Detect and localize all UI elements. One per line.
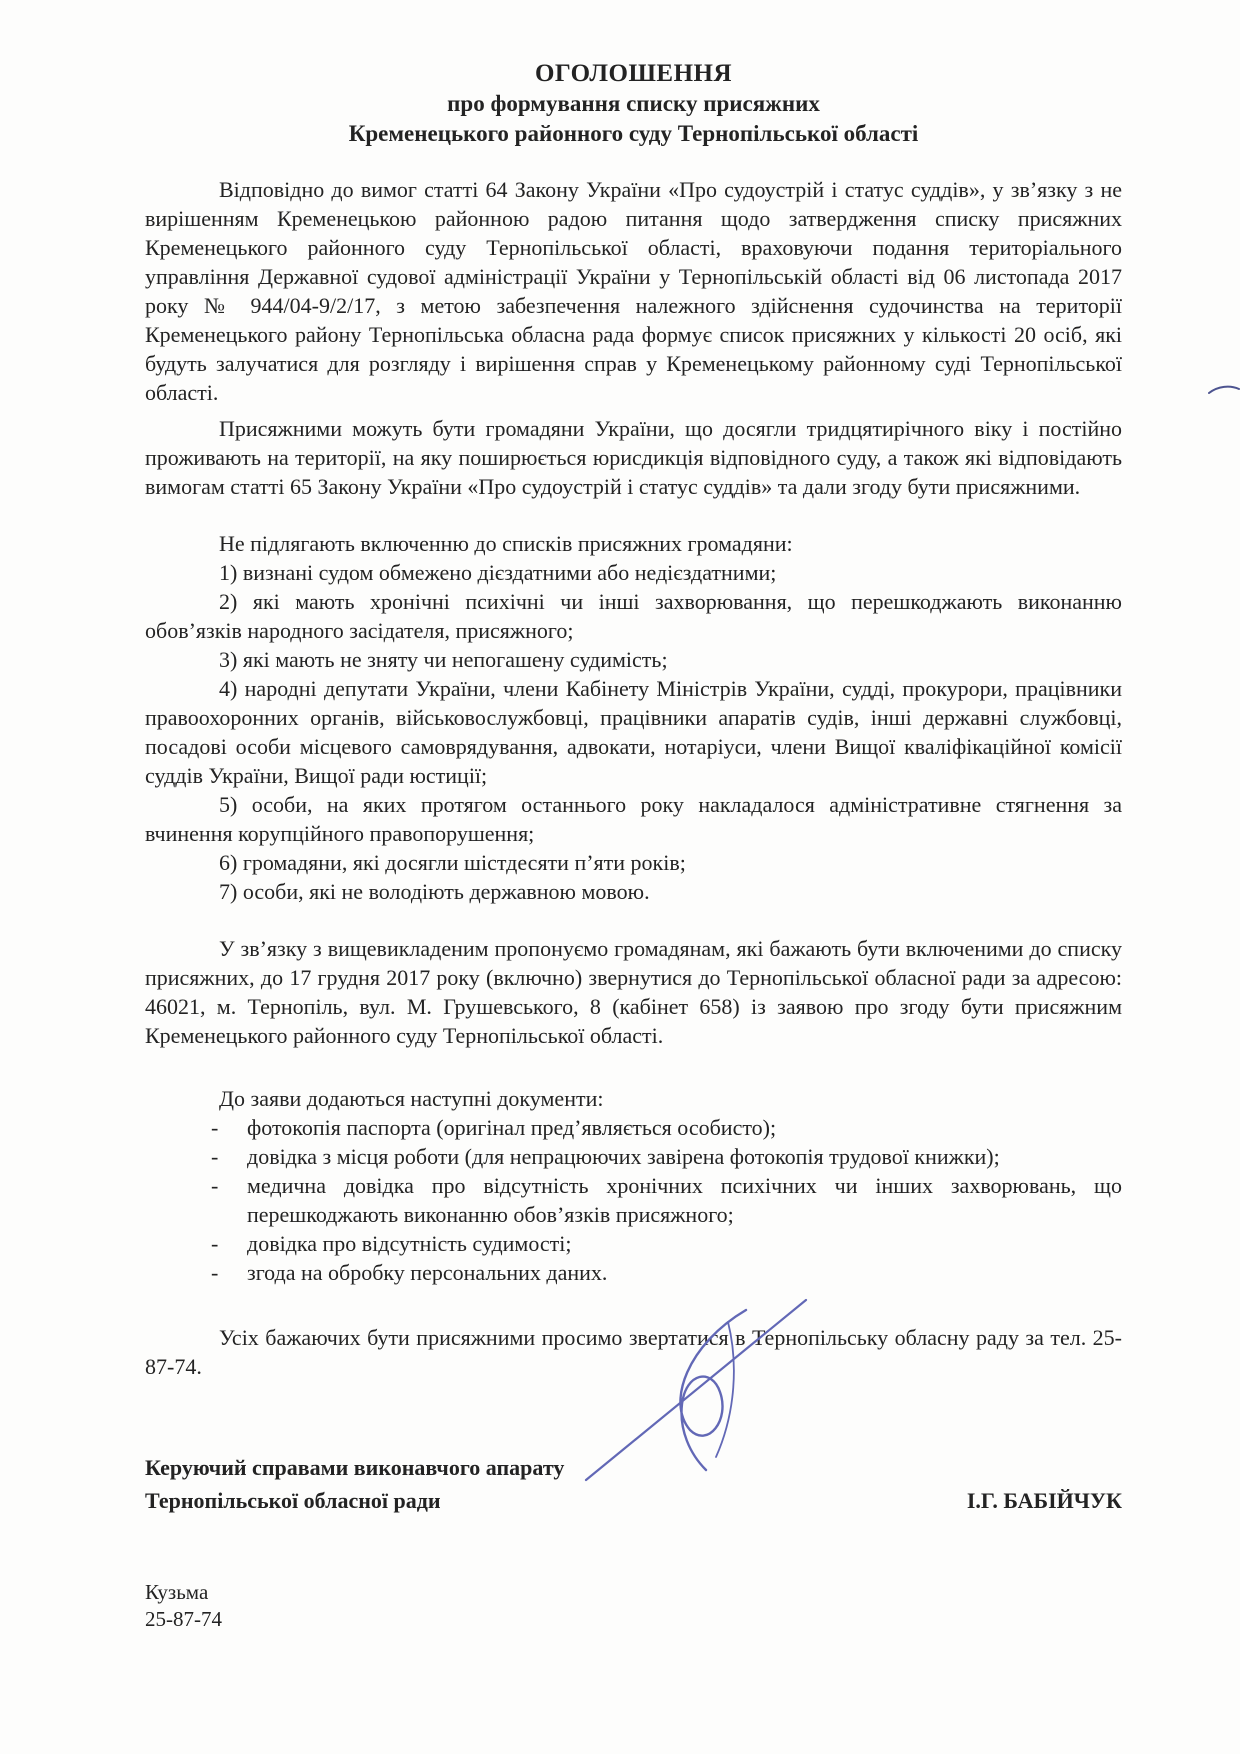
list-item [145,1142,1122,1171]
signatory-name: І.Г. БАБІЙЧУК [966,1488,1122,1513]
dash-marker: - [211,1173,219,1198]
paragraph-application: У зв’язку з вищевикладеним пропонуємо громадянам, які бажають бути включеними до списку присяжних, до 17 грудня 2017 року (включно) звернутися до Тернопільської обласної ради за адресою: 46021, м. Тернопіль, вул. М. Грушевського, 8 (кабінет 658) із заявою про згоду бути присяжним Кременецького районного суду Тернопільської області. [145,936,1122,1048]
paragraph-closing: Усіх бажаючих бути присяжними просимо звертатися в Тернопільську обласну раду за тел. 25-87-74. [145,1325,1122,1379]
dash-marker: - [211,1144,219,1169]
document-item-medical-certificate: медична довідка про відсутність хронічних психічних чи інших захворювань, що перешкоджають виконанню обов’язків присяжного; [247,1173,1122,1227]
paragraph-exclusions-intro: Не підлягають включенню до списків присяжних громадяни: [219,531,793,556]
list-item [145,1258,1122,1287]
document-item-passport: фотокопія паспорта (оригінал пред’являється особисто); [247,1115,777,1140]
required-documents-list [145,1113,1122,1287]
pen-mark [1208,382,1240,398]
list-item [145,1171,1122,1229]
exclusion-item-3: 3) які мають не зняту чи непогашену судимість; [219,647,668,672]
list-item [145,1229,1122,1258]
dash-marker: - [211,1231,219,1256]
document-item-data-consent: згода на обробку персональних даних. [247,1260,608,1285]
list-item [145,1113,1122,1142]
dash-marker: - [211,1115,219,1140]
signature-block [145,1451,1122,1517]
title-court: Кременецького районного суду Тернопільської області [348,121,919,146]
dash-marker: - [211,1260,219,1285]
paragraph-documents-intro: До заяви додаються наступні документи: [219,1086,604,1111]
exclusion-item-2: 2) які мають хронічні психічні чи інші захворювання, що перешкоджають виконанню обов’язків народного засідателя, присяжного; [145,589,1122,643]
paragraph-eligibility: Присяжними можуть бути громадяни України, що досягли тридцятирічного віку і постійно проживають на території, на яку поширюється юрисдикція відповідного суду, а також які відповідають вимогам статті 65 Закону України «Про судоустрій і статус суддів» та дали згоду бути присяжними. [145,416,1122,499]
exclusion-item-4: 4) народні депутати України, члени Кабінету Міністрів України, судді, прокурори, працівники правоохоронних органів, військовослужбовці, працівники апаратів судів, інші державні службовці, посадові особи місцевого самоврядування, адвокати, нотаріуси, члени Вищої кваліфікаційної комісії суддів України, Вищої ради юстиції; [145,676,1122,788]
paragraph-legal-basis: Відповідно до вимог статті 64 Закону України «Про судоустрій і статус суддів», у зв’язку з не вирішенням Кременецькою районною радою питання щодо затвердження списку присяжних Кременецького районного суду Тернопільської області, враховуючи подання територіального управління Державної судової адміністрації України у Тернопільській області від 06 листопада 2017 року № 944/04-9/2/17, з метою забезпечення належного здійснення судочинства на території Кременецького району Тернопільська обласна рада формує список присяжних у кількості 20 осіб, які будуть залучатися для розгляду і вирішення справ у Кременецькому районному суді Тернопільської області. [145,177,1122,405]
title-announcement: ОГОЛОШЕННЯ [534,60,733,87]
document-item-no-conviction: довідка про відсутність судимості; [247,1231,572,1256]
exclusion-item-1: 1) визнані судом обмежено дієздатними або недієздатними; [219,560,777,585]
signatory-position-line2: Тернопільської обласної ради [145,1488,441,1513]
document-item-work-certificate: довідка з місця роботи (для непрацюючих завірена фотокопія трудової книжки); [247,1144,1000,1169]
executor-phone: 25-87-74 [145,1607,222,1631]
signatory-position [145,1451,564,1517]
signatory-position-line1: Керуючий справами виконавчого апарату [145,1455,565,1480]
executor-contact [145,1579,1122,1633]
exclusion-item-5: 5) особи, на яких протягом останнього року накладалося адміністративне стягнення за вчинення корупційного правопорушення; [145,792,1122,846]
exclusion-item-7: 7) особи, які не володіють державною мовою. [219,879,650,904]
executor-name: Кузьма [145,1580,209,1604]
document-title-block [145,58,1122,149]
exclusion-item-6: 6) громадяни, які досягли шістдесяти п’яти років; [219,850,686,875]
title-subject: про формування списку присяжних [447,91,820,116]
